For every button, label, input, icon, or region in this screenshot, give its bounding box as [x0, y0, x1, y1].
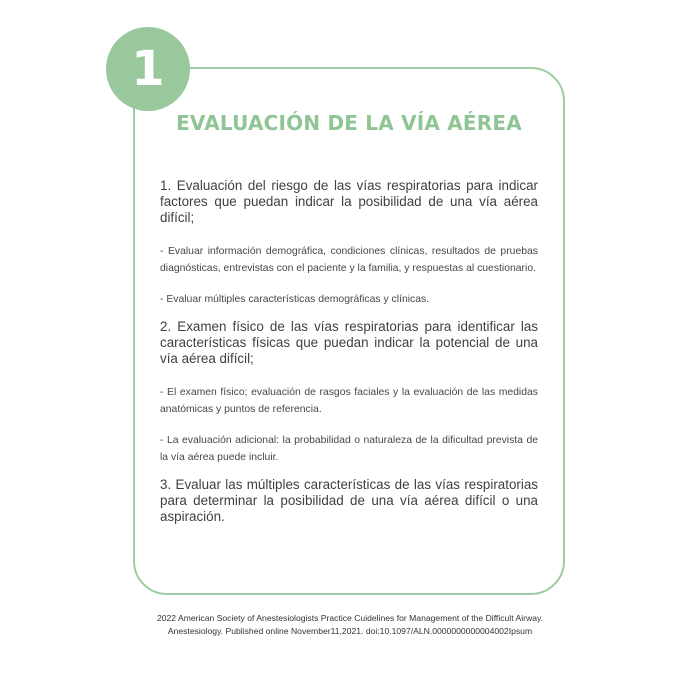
step-number-badge: 1 [106, 27, 190, 111]
section-1-item-1: - Evaluar información demográfica, condiciones clínicas, resultados de pruebas diagnósticas, entrevistas con el paciente y la familia, y respuestas al cuestionario. [160, 246, 538, 274]
section-1-heading: 1. Evaluación del riesgo de las vías respiratorias para indicar factores que puedan indicar la posibilidad de una vía aérea difícil; [160, 178, 538, 225]
section-2-item-1: - El examen físico; evaluación de rasgos faciales y la evaluación de las medidas anatómicas y puntos de referencia. [160, 387, 538, 415]
section-2-item-2: - La evaluación adicional: la probabilidad o naturaleza de la dificultad prevista de la vía aérea puede incluir. [160, 435, 538, 463]
section-2-heading: 2. Examen físico de las vías respiratorias para identificar las características físicas que puedan indicar la potencial de una vía aérea difícil; [160, 319, 538, 366]
section-3-heading: 3. Evaluar las múltiples características de las vías respiratorias para determinar la posibilidad de una vía aérea difícil o una aspiración. [160, 477, 538, 524]
section-1-item-2: - Evaluar múltiples características demográficas y clínicas. [160, 294, 430, 305]
page-title: EVALUACIÓN DE LA VÍA AÉREA [176, 111, 522, 135]
citation-line-2: Anestesiology. Published online November11,2021. doi:10.1097/ALN.0000000000004002Ipsum [167, 626, 533, 636]
card-content [160, 178, 538, 525]
citation-footer [80, 612, 620, 638]
citation-line-1: 2022 American Society of Anestesiologists Practice Cuidelines for Management of the Difficult Airway. [156, 613, 544, 623]
